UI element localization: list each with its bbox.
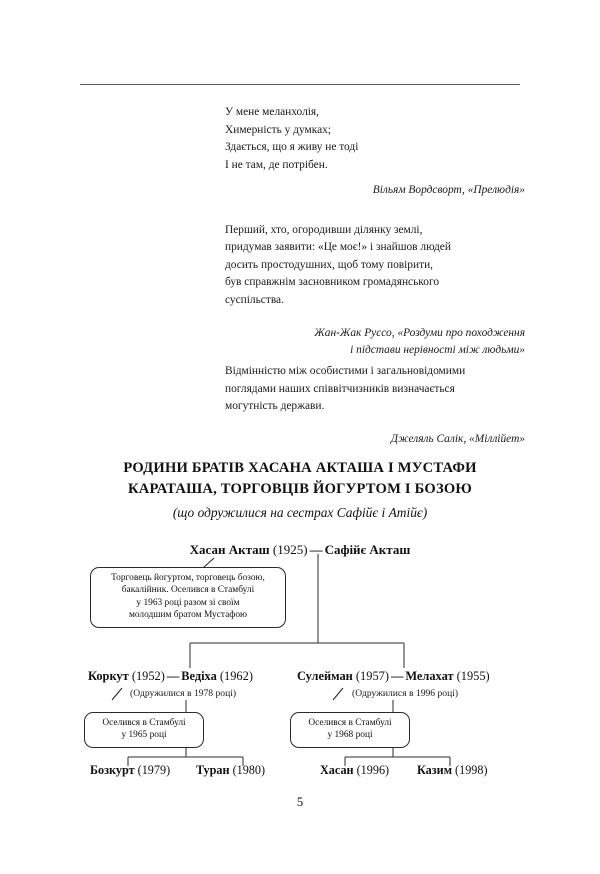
epigraph-1-attribution [225,182,525,199]
epigraph-3-line-1: Відмінністю між особистими і загальновідомими [225,364,466,377]
callout-root-line-4: молодшим братом Мустафою [128,610,248,621]
epigraph-1-line-3: Здається, що я живу не тоді [225,141,359,154]
tree-node-korkut-vediha [88,668,253,684]
epigraph-2-attribution-line-2: і підстави нерівності між людьми» [350,343,525,356]
epigraph-1-text [225,104,525,174]
epigraph-2-line-3: досить простодушних, щоб тому повірити, [225,258,434,271]
callout-gen2-left-line-1: Оселився в Стамбулі [102,718,186,728]
gen2-right-husband-year: (1957) [355,669,389,683]
epigraph-1-attribution-line-1: Вільям Вордсворт, «Прелюдія» [372,184,525,197]
tree-node-kazim [417,762,488,778]
header-rule [80,84,520,85]
family-tree-title-line-1: РОДИНИ БРАТІВ ХАСАНА АКТАША І МУСТАФИ [123,460,477,476]
epigraph-3-text [225,363,515,416]
epigraph-2-line-4: був справжнім засновником громадянського [225,276,440,289]
tree-node-bozkurt [90,762,170,778]
root-marriage-dash: — [309,542,323,557]
callout-root-line-2: бакалійник. Оселився в Стамбулі [121,585,255,596]
gen2-right-husband-name: Сулейман [297,669,353,683]
epigraph-2-text [225,222,525,310]
epigraph-1-line-4: І не там, де потрібен. [225,158,328,171]
family-tree-title-line-2: КАРАТАША, ТОРГОВЦІВ ЙОГУРТОМ І БОЗОЮ [127,481,473,497]
page-number: 5 [296,795,304,809]
callout-gen2-right-line-1: Оселився в Стамбулі [308,718,392,728]
callout-gen2-right-line-2: у 1968 році [327,730,373,741]
epigraph-3-line-3: могутність держави. [225,400,325,413]
gen2-left-marriage-dash: — [166,669,180,683]
gen3-child-4-year: (1998) [455,763,488,777]
epigraph-2-attribution-line-1: Жан-Жак Руссо, «Роздуми про походження [314,326,525,339]
gen2-right-marriage-note: (Одружилися в 1996 році) [352,688,459,699]
root-husband-name: Хасан Акташ [189,542,270,557]
root-husband-year: (1925) [272,542,308,557]
gen3-child-1-year: (1979) [137,763,171,777]
epigraph-1-line-2: Химерність у думках; [225,123,331,136]
gen3-child-2-year: (1980) [232,763,266,777]
gen2-left-wife-year: (1962) [219,669,253,683]
gen3-child-3-name: Хасан [320,763,354,777]
callout-gen2-left-note [84,712,204,748]
gen3-child-4-name: Казим [417,763,452,777]
tree-node-root [0,542,600,558]
epigraph-3-line-2: поглядами наших співвітчизників визначається [225,382,455,395]
gen3-child-1-name: Бозкурт [90,763,135,777]
epigraph-2-line-2: придумав заявити: «Це моє!» і знайшов людей [225,241,451,254]
callout-gen2-left-line-2: у 1965 році [121,730,167,741]
epigraph-3-attribution [225,431,525,448]
family-tree-title [40,458,560,523]
tree-node-hasan-1996 [320,762,389,778]
callout-root-note [90,567,286,628]
callout-root-line-1: Торговець йогуртом, торговець бозою, [111,573,265,583]
gen2-right-wife-year: (1955) [456,669,490,683]
epigraph-2-attribution [225,325,525,359]
epigraph-2-line-1: Перший, хто, огородивши ділянку землі, [225,223,423,236]
gen3-child-3-year: (1996) [356,763,390,777]
gen2-left-wife-name: Ведіха [181,669,217,683]
tree-node-suleyman-melahat [297,668,490,684]
tree-node-turan [196,762,265,778]
epigraph-1-line-1: У мене меланхолія, [225,106,320,118]
root-wife-name: Сафійє Акташ [324,542,411,557]
epigraph-2-line-5: суспільства. [225,293,284,306]
callout-gen2-right-note [290,712,410,748]
epigraph-block [225,104,525,448]
epigraph-3-attribution-line-1: Джеляль Салік, «Міллійет» [390,432,525,445]
gen2-right-wife-name: Мелахат [405,669,454,683]
gen2-left-husband-year: (1952) [131,669,165,683]
gen3-child-2-name: Туран [196,763,230,777]
callout-root-line-3: у 1963 році разом зі своїм [136,597,240,608]
family-tree-subtitle: (що одружилися на сестрах Сафійє і Атійє) [172,505,428,520]
gen2-left-marriage-note: (Одружилися в 1978 році) [130,688,237,699]
gen2-left-husband-name: Коркут [88,669,129,683]
gen2-right-marriage-dash: — [390,669,404,683]
